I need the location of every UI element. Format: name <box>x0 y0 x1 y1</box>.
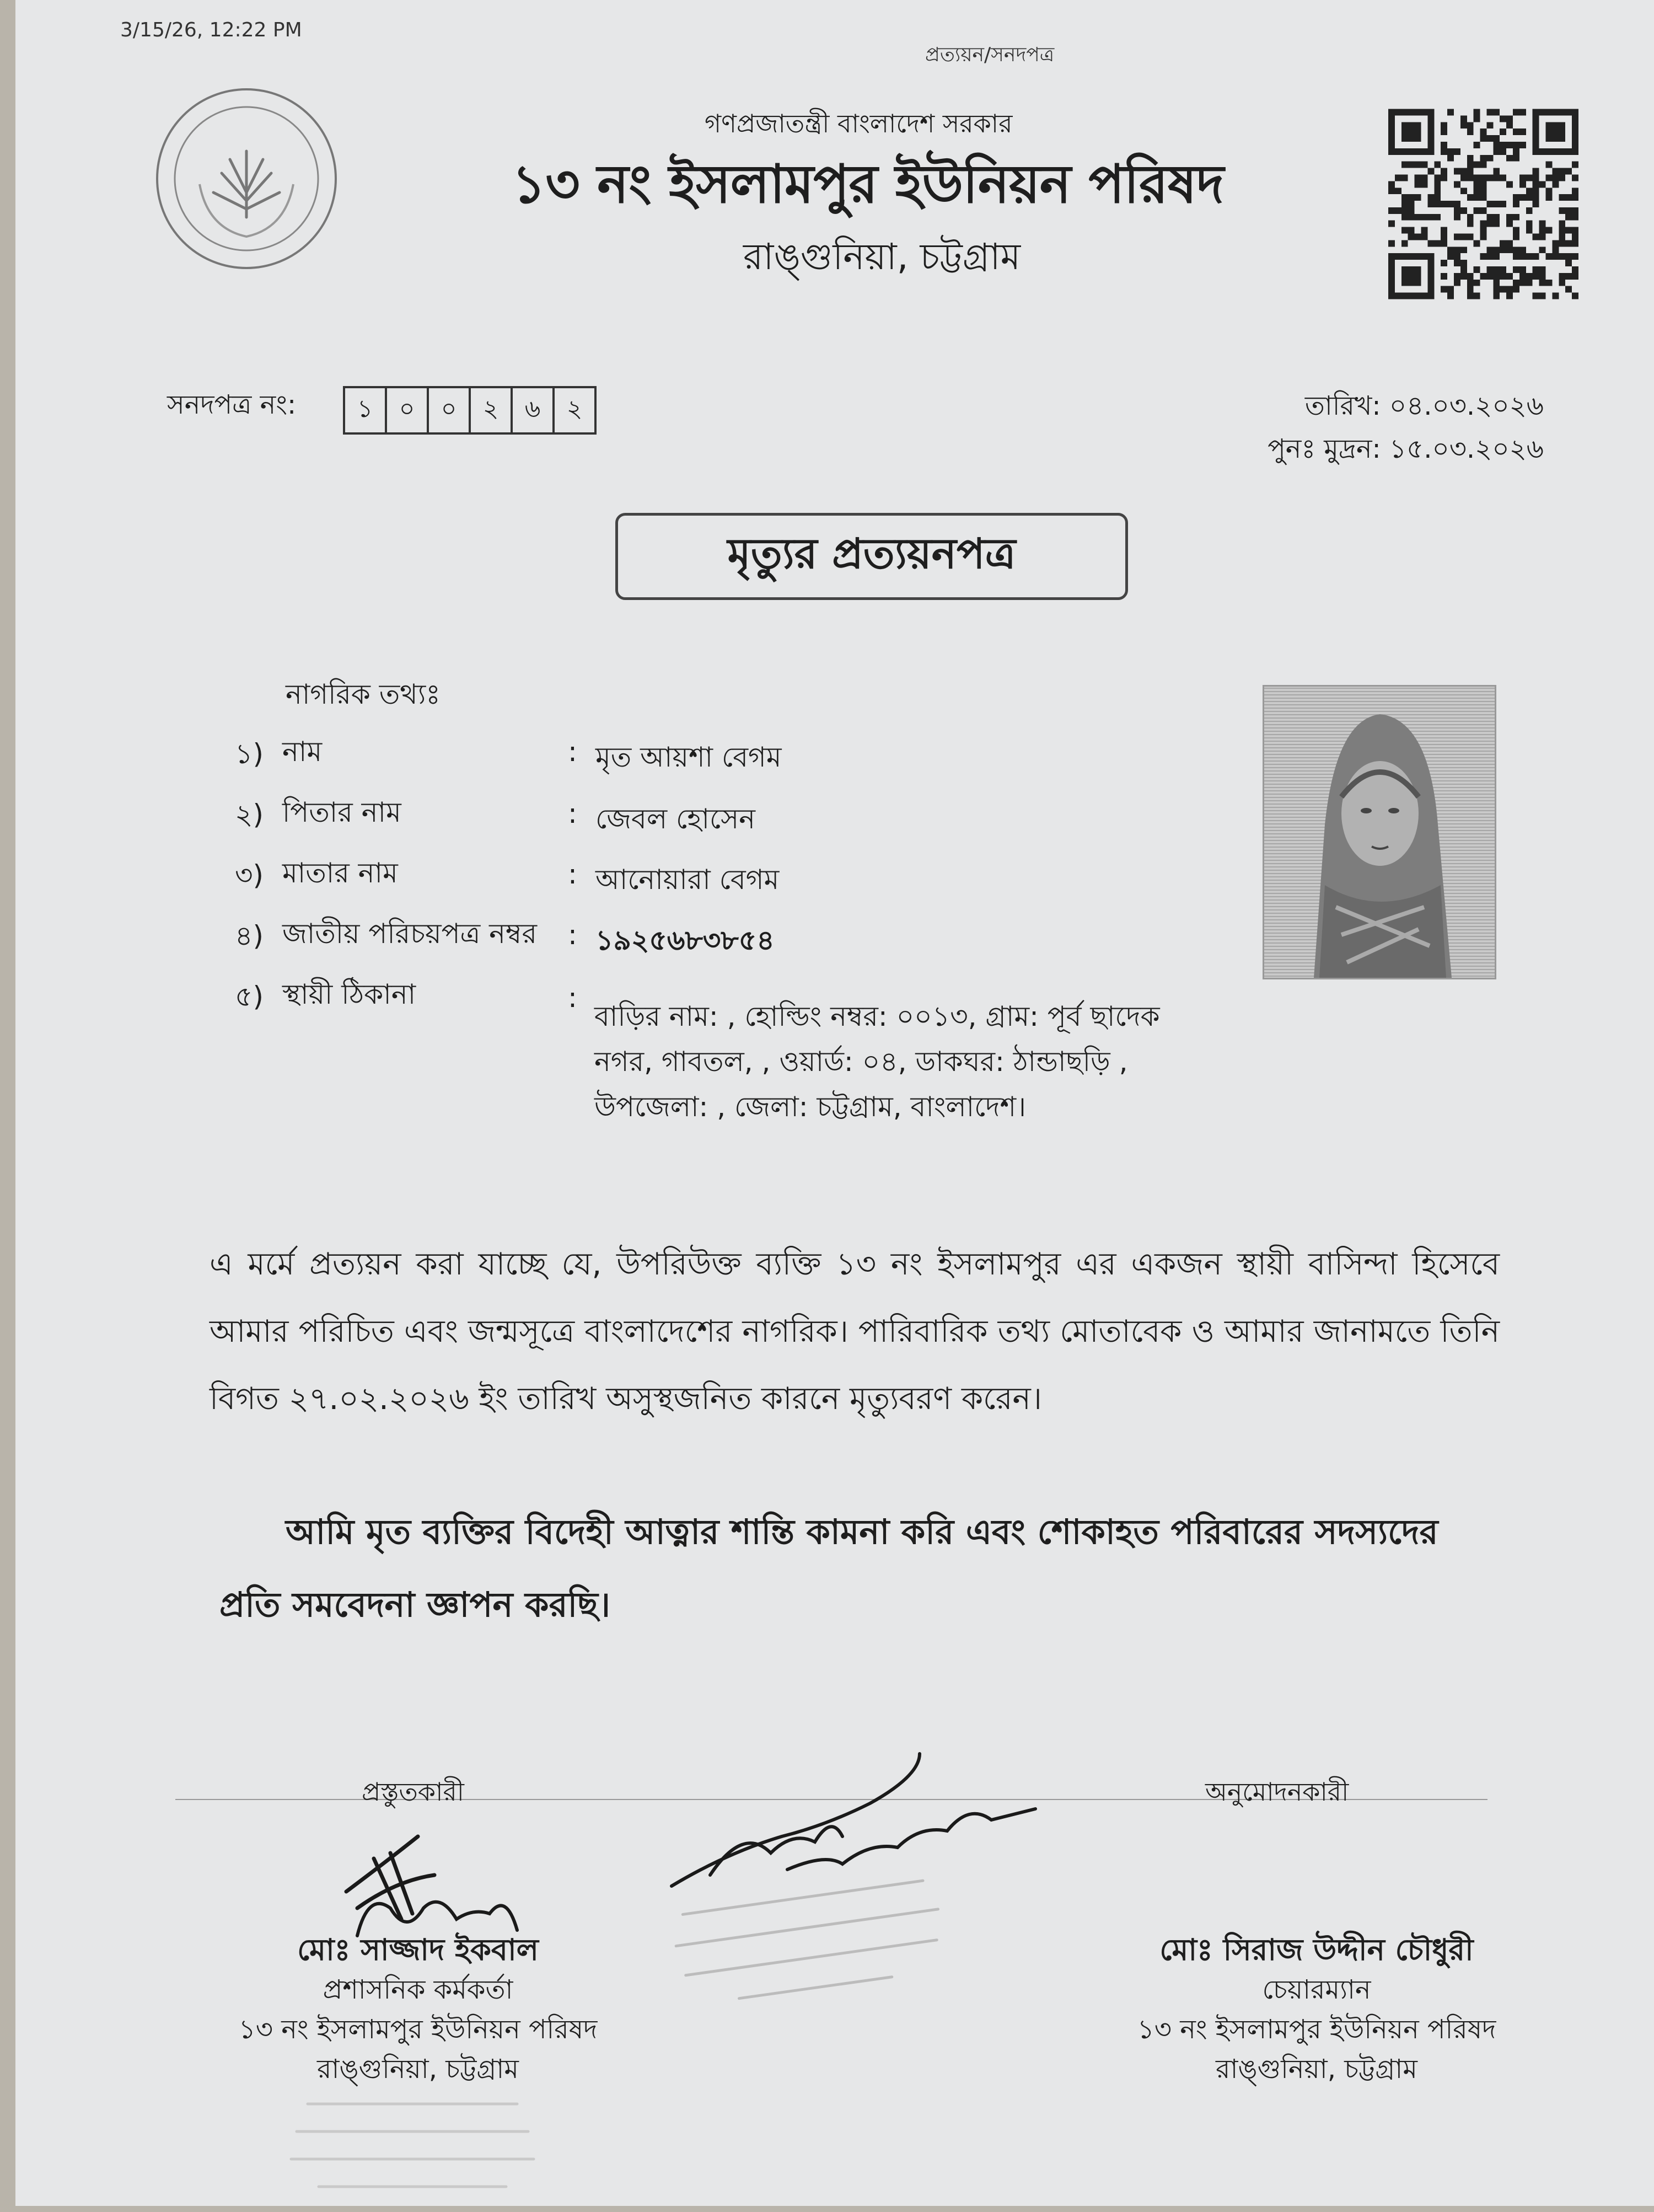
preparer-signature-icon <box>324 1825 556 1947</box>
issue-date: তারিখ: ০৪.০৩.২০২৬ <box>1304 390 1544 421</box>
approver-designation: চেয়ারম্যান <box>1262 1974 1371 2005</box>
certification-paragraph: এ মর্মে প্রত্যয়ন করা যাচ্ছে যে, উপরিউক্ত ব্যক্তি ১৩ নং ইসলামপুর এর একজন স্থায়ী বাসিন্দা হিসেবে আমার পরিচিত এবং জন্মসূত্রে বাংলাদেশের নাগরিক। পারিবারিক তথ্য মোতাবেক ও আমার জানামতে তিনি বিগত ২৭.০২.২০২৬ ইং তারিখ অসুস্থজনিত কারনে মৃত্যুবরণ করেন। <box>210 1246 1500 1417</box>
government-emblem-icon <box>156 88 337 269</box>
address-line: নগর, গাবতল, , ওয়ার্ড: ০৪, ডাকঘর: ঠান্ডাছড়ি , <box>594 1046 1128 1078</box>
serial-number-boxes <box>343 386 597 435</box>
document-type: প্রত্যয়ন/সনদপত্র <box>925 44 1055 66</box>
serial-digit: ০ <box>427 386 469 435</box>
deceased-photo <box>1263 685 1496 979</box>
field-label-nid: জাতীয় পরিচয়পত্র নম্বর <box>282 918 537 950</box>
preparer-designation: প্রশাসনিক কর্মকর্তা <box>323 1974 513 2005</box>
field-number: ৪) <box>235 920 264 952</box>
certificate-title: মৃত্যুর প্রত্যয়নপত্র <box>615 513 1128 600</box>
print-timestamp: 3/15/26, 12:22 PM <box>120 19 302 41</box>
serial-digit: ২ <box>469 386 511 435</box>
field-value-nid: ১৯২৫৬৮৩৮৫৪ <box>595 924 775 956</box>
council-name: ১৩ নং ইসলামপুর ইউনিয়ন পরিষদ <box>512 153 1224 215</box>
approver-location: রাঙ্গুনিয়া, চট্টগ্রাম <box>1216 2054 1417 2085</box>
field-colon: : <box>568 797 577 829</box>
field-colon: : <box>568 919 577 951</box>
serial-digit: ০ <box>385 386 427 435</box>
preparer-office: ১৩ নং ইসলামপুর ইউনিয়ন পরিষদ <box>238 2014 598 2045</box>
field-value-father: জেবল হোসেন <box>595 803 756 835</box>
field-number: ২) <box>235 799 264 831</box>
approved-by-label: অনুমোদনকারী <box>1205 1777 1349 1807</box>
field-label-address: স্থায়ী ঠিকানা <box>282 978 416 1010</box>
serial-digit: ৬ <box>511 386 552 435</box>
reprint-date: পুনঃ মুদ্রন: ১৫.০৩.২০২৬ <box>1268 433 1544 464</box>
field-label-mother: মাতার নাম <box>282 857 398 889</box>
field-number: ৩) <box>235 859 264 891</box>
citizen-info-heading: নাগরিক তথ্যঃ <box>286 678 441 710</box>
address-line: উপজেলা: , জেলা: চট্টগ্রাম, বাংলাদেশ। <box>594 1091 1026 1123</box>
serial-digit: ১ <box>343 386 385 435</box>
serial-label: সনদপত্র নং: <box>167 389 297 420</box>
field-number: ৫) <box>235 981 264 1013</box>
field-label-father: পিতার নাম <box>282 796 401 828</box>
qr-code-icon <box>1388 105 1578 303</box>
certificate-sheet <box>15 0 1654 2206</box>
prepared-by-label: প্রস্তুতকারী <box>362 1777 464 1807</box>
condolence-paragraph: আমি মৃত ব্যক্তির বিদেহী আত্নার শান্তি কামনা করি এবং শোকাহত পরিবারের সদস্যদের প্রতি সমবেদনা জ্ঞাপন করছি। <box>219 1512 1438 1625</box>
field-value-mother: আনোয়ারা বেগম <box>595 864 780 896</box>
approver-name: মোঃ সিরাজ উদ্দীন চৌধুরী <box>1159 1932 1474 1967</box>
field-number: ১) <box>235 738 264 770</box>
government-name: গণপ্রজাতন্ত্রী বাংলাদেশ সরকার <box>705 109 1013 138</box>
field-label-name: নাম <box>282 736 323 768</box>
preparer-location: রাঙ্গুনিয়া, চট্টগ্রাম <box>317 2054 519 2085</box>
council-location: রাঙ্গুনিয়া, চট্টগ্রাম <box>743 235 1021 278</box>
address-line: বাড়ির নাম: , হোল্ডিং নম্বর: ০০১৩, গ্রাম: পূর্ব ছাদেক <box>594 1000 1160 1032</box>
preparer-stamp-icon <box>275 2090 550 2206</box>
field-colon: : <box>568 982 577 1014</box>
field-colon: : <box>568 858 577 890</box>
serial-digit: ২ <box>552 386 597 435</box>
field-value-address <box>594 994 1228 1129</box>
approver-office: ১৩ নং ইসলামপুর ইউনিয়ন পরিষদ <box>1137 2014 1496 2045</box>
approver-signature-block <box>1041 1930 1592 2089</box>
field-colon: : <box>568 736 577 768</box>
field-value-name: মৃত আয়শা বেগম <box>595 741 782 773</box>
preparer-name: মোঃ সাজ্জাদ ইকবাল <box>297 1932 539 1967</box>
preparer-signature-block <box>208 1930 627 2089</box>
